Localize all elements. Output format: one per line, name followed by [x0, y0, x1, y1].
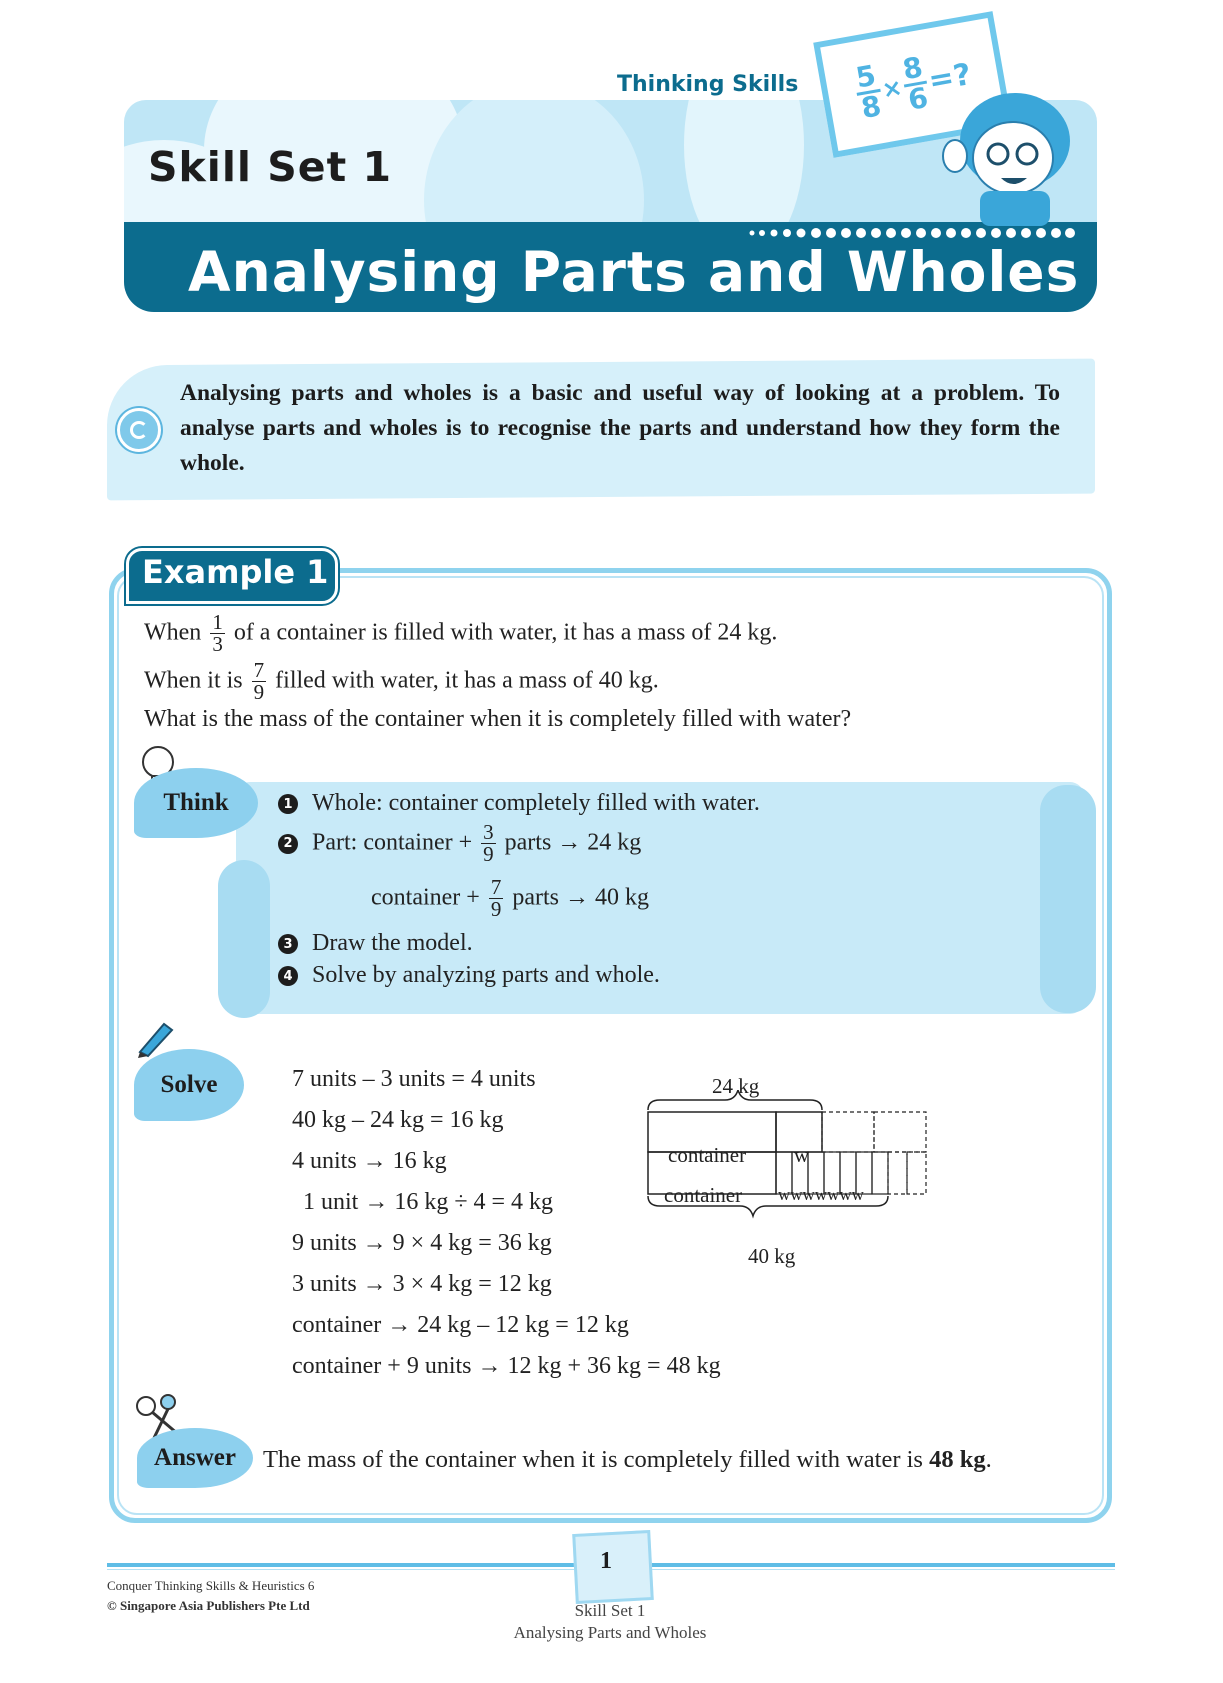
page-title: Analysing Parts and Wholes [188, 240, 1080, 304]
footer-credits [107, 1576, 314, 1616]
answer-text: The mass of the container when it is completely filled with water is 48 kg. [263, 1446, 992, 1473]
solve-line: 40 kg – 24 kg = 16 kg [292, 1107, 504, 1133]
step-marker: 4 [278, 966, 298, 986]
think-badge: Think [134, 768, 258, 838]
dots-decoration [748, 226, 1078, 240]
think-step-4: 4 Solve by analyzing parts and whole. [278, 962, 660, 989]
copyright: © Singapore Asia Publishers Pte Ltd [107, 1598, 310, 1613]
footer-section-title: Analysing Parts and Wholes [513, 1623, 707, 1642]
think-step-2b: container + $\frac{7}{9}$ parts → 40 kg [371, 875, 649, 922]
info-icon [117, 408, 161, 452]
book-title: Conquer Thinking Skills & Heuristics 6 [107, 1578, 315, 1593]
question-line-1: When $\frac{1}{3}$ of a container is filled with water, it has a mass of 24 kg. [144, 610, 778, 657]
question-line-2: When it is $\frac{7}{9}$ filled with water, it has a mass of 40 kg. [144, 658, 659, 705]
skill-set-label: Skill Set 1 [148, 143, 392, 191]
model-bottom-label: 40 kg [748, 1244, 796, 1268]
solve-line: container → 24 kg – 12 kg = 12 kg [292, 1312, 629, 1338]
model-row2-units: wwwwwww [778, 1185, 864, 1204]
boy-mascot-icon [935, 86, 1085, 226]
model-row1-label: container [668, 1143, 747, 1167]
step-marker: 3 [278, 934, 298, 954]
model-row2-label: container [664, 1183, 743, 1207]
page-number-tab [572, 1530, 654, 1604]
think-step-2: 2 Part: container + $\frac{3}{9}$ parts → 24 kg [278, 822, 641, 866]
solve-line: 1 unit → 16 kg ÷ 4 = 4 kg [303, 1189, 554, 1215]
answer-badge: Answer [137, 1428, 253, 1488]
step-marker: 1 [278, 794, 298, 814]
fraction-board: $\frac{5}{8}$ × $\frac{8}{6}$ =? [813, 11, 1013, 158]
category-label: Thinking Skills [617, 72, 799, 97]
think-step-3: 3 Draw the model. [278, 930, 473, 957]
scroll-roll-right [1040, 785, 1096, 1013]
step-marker: 2 [278, 834, 298, 854]
footer-section-number: Skill Set 1 [574, 1601, 646, 1620]
footer-section [455, 1600, 765, 1644]
page-number: 1 [600, 1548, 612, 1574]
solve-line: 7 units – 3 units = 4 units [292, 1066, 536, 1092]
answer-value: 48 kg [929, 1446, 986, 1473]
question-line-3: What is the mass of the container when it is completely filled with water? [144, 706, 852, 732]
scroll-roll-left [218, 860, 270, 1018]
think-step-1: 1 Whole: container completely filled with water. [278, 790, 760, 817]
intro-text: Analysing parts and wholes is a basic and useful way of looking at a problem. To analyse parts and wholes is to recognise the parts and understand how they form the whole. [180, 380, 1060, 476]
solve-line: 4 units → 16 kg [292, 1148, 447, 1174]
solve-line: 3 units → 3 × 4 kg = 12 kg [292, 1271, 552, 1297]
example-label: Example 1 [142, 553, 329, 591]
solve-badge: Solve [134, 1049, 244, 1121]
model-row1-unit: w [794, 1143, 810, 1167]
model-top-label: 24 kg [712, 1074, 760, 1098]
solve-line: container + 9 units → 12 kg + 36 kg = 48 kg [292, 1353, 721, 1379]
solve-line: 9 units → 9 × 4 kg = 36 kg [292, 1230, 552, 1256]
